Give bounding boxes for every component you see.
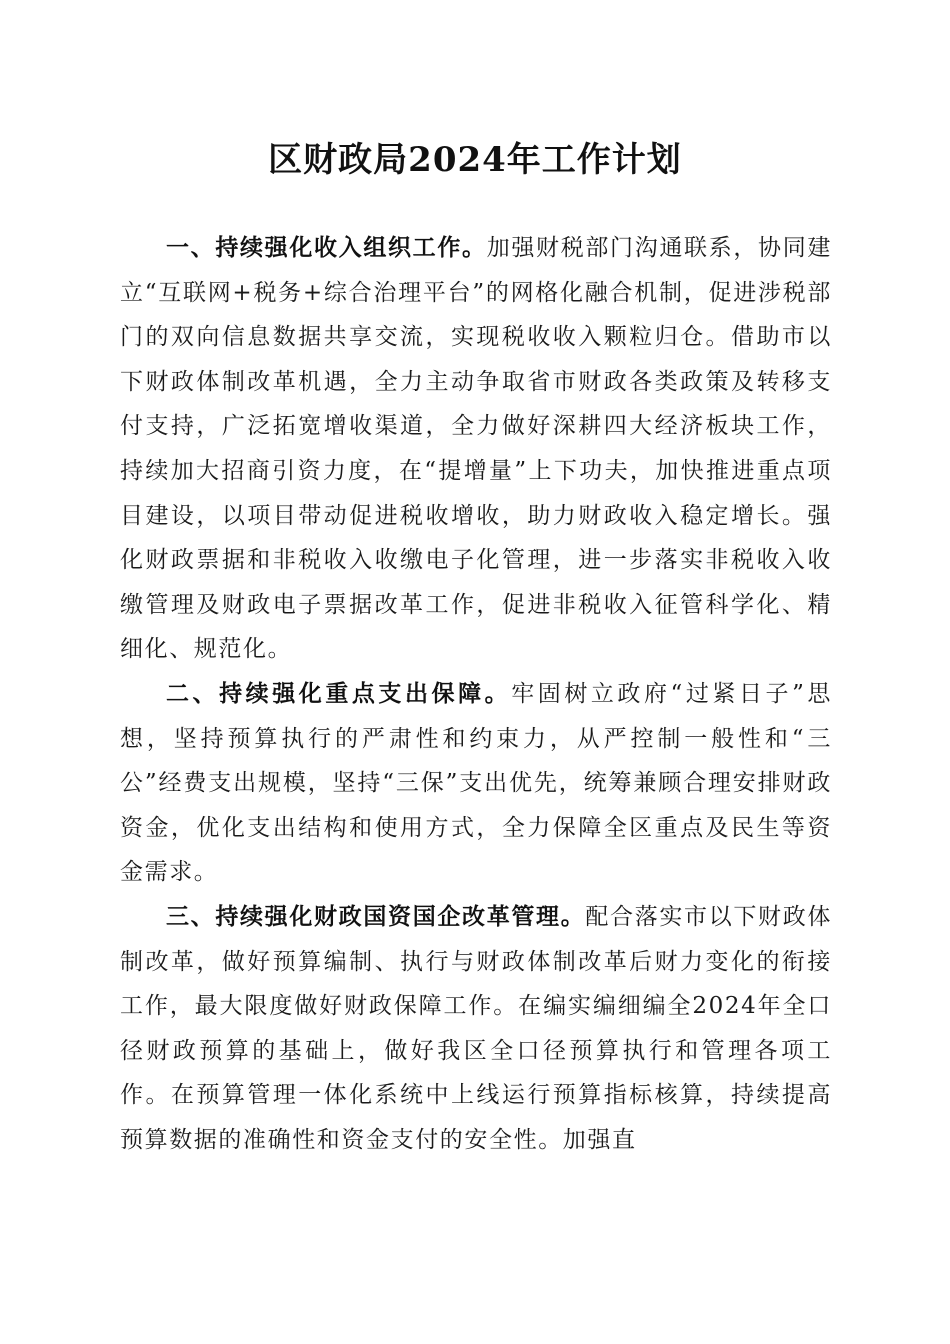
paragraph-lead: 一、持续强化收入组织工作。 <box>166 235 487 261</box>
paragraph-revenue <box>120 226 832 672</box>
paragraph-text: 加强财税部门沟通联系，协同建立“互联网+税务+综合治理平台”的网格化融合机制，促进涉税部门的双向信息数据共享交流，实现税收收入颗粒归仓。借助市以下财政体制改革机遇，全力主动争取省市财政各类政策及转移支付支持，广泛拓宽增收渠道，全力做好深耕四大经济板块工作，持续加大招商引资力度，在“提增量”上下功夫，加快推进重点项目建设，以项目带动促进税收增收，助力财政收入稳定增长。强化财政票据和非税收入收缴电子化管理，进一步落实非税收入收缴管理及财政电子票据改革工作，促进非税收入征管科学化、精细化、规范化。 <box>120 235 832 663</box>
paragraph-text: 配合落实市以下财政体制改革，做好预算编制、执行与财政体制改革后财力变化的衔接工作，最大限度做好财政保障工作。在编实编细编全2024年全口径财政预算的基础上，做好我区全口径预算执行和管理各项工作。在预算管理一体化系统中上线运行预算指标核算，持续提高预算数据的准确性和资金支付的安全性。加强直 <box>120 903 832 1153</box>
paragraph-expenditure <box>120 672 832 895</box>
paragraph-lead: 二、持续强化重点支出保障。 <box>166 680 512 707</box>
paragraph-lead: 三、持续强化财政国资国企改革管理。 <box>166 903 586 930</box>
paragraph-text: 牢固树立政府“过紧日子”思想，坚持预算执行的严肃性和约束力，从严控制一般性和“三公”经费支出规模，坚持“三保”支出优先，统筹兼顾合理安排财政资金，优化支出结构和使用方式，全力保障全区重点及民生等资金需求。 <box>120 680 832 886</box>
paragraph-reform <box>120 895 832 1163</box>
document-title: 区财政局2024年工作计划 <box>268 140 682 180</box>
document-body <box>120 226 832 1162</box>
